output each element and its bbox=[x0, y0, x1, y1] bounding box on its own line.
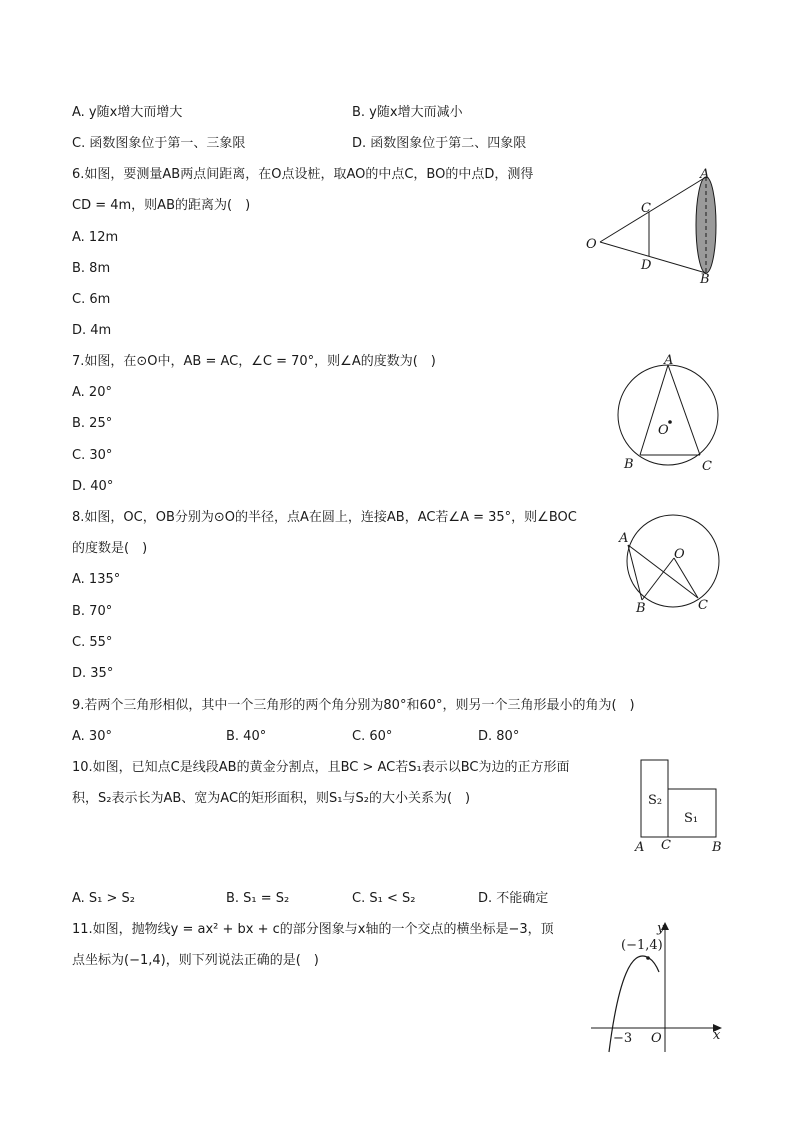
q8-label-a: A bbox=[619, 531, 629, 546]
q8-option-d: D. 35° bbox=[72, 666, 114, 681]
q7-option-c: C. 30° bbox=[72, 448, 113, 463]
q10-option-a: A. S₁ > S₂ bbox=[72, 891, 136, 906]
q10-stem-line2: 积，S₂表示长为AB、宽为AC的矩形面积，则S₁与S₂的大小关系为( ) bbox=[72, 791, 471, 806]
q10-option-d: D. 不能确定 bbox=[478, 891, 549, 906]
q9-stem: 9.若两个三角形相似，其中一个三角形的两个角分别为80°和60°，则另一个三角形最小的角为( ) bbox=[72, 698, 635, 713]
q8-line-ob bbox=[642, 558, 674, 600]
q7-stem: 7.如图，在⊙O中，AB = AC，∠C = 70°，则∠A的度数为( ) bbox=[72, 354, 436, 369]
q7-line-ab bbox=[640, 365, 668, 455]
q6-option-c: C. 6m bbox=[72, 292, 111, 307]
q7-center-dot bbox=[668, 420, 672, 424]
q10-option-c: C. S₁ < S₂ bbox=[352, 891, 416, 906]
q10-label-s1: S₁ bbox=[684, 811, 699, 826]
q7-label-b: B bbox=[624, 457, 634, 472]
q6-option-d: D. 4m bbox=[72, 323, 112, 338]
q10-stem-line1: 10.如图，已知点C是线段AB的黄金分割点，且BC > AC若S₁表示以BC为边的正方形面 bbox=[72, 760, 570, 775]
q6-figure bbox=[580, 162, 730, 292]
q7-option-d: D. 40° bbox=[72, 479, 114, 494]
q8-option-a: A. 135° bbox=[72, 572, 121, 587]
q6-line-oa bbox=[600, 177, 706, 242]
q11-label-y: y bbox=[657, 921, 665, 936]
q10-label-a: A bbox=[635, 840, 645, 855]
q6-label-c: C bbox=[641, 201, 651, 216]
q8-option-c: C. 55° bbox=[72, 635, 113, 650]
q10-figure bbox=[630, 756, 730, 856]
q6-stem-line2: CD = 4m，则AB的距离为( ) bbox=[72, 198, 251, 213]
q7-line-ac bbox=[668, 365, 700, 455]
q9-option-c: C. 60° bbox=[352, 729, 393, 744]
q5-option-a: A. y随x增大而增大 bbox=[72, 105, 183, 120]
q11-label-o: O bbox=[651, 1031, 662, 1046]
q5-option-c: C. 函数图象位于第一、三象限 bbox=[72, 136, 246, 151]
q8-stem-line1: 8.如图，OC，OB分别为⊙O的半径，点A在圆上，连接AB，AC若∠A = 35°，则∠BOC bbox=[72, 510, 577, 525]
q8-label-c: C bbox=[698, 598, 708, 613]
q7-label-o: O bbox=[658, 423, 669, 438]
q11-stem-line2: 点坐标为(−1,4)，则下列说法正确的是( ) bbox=[72, 953, 319, 968]
q6-option-a: A. 12m bbox=[72, 230, 119, 245]
q11-vertex-dot bbox=[646, 956, 650, 960]
q6-option-b: B. 8m bbox=[72, 261, 111, 276]
q11-label-root: −3 bbox=[613, 1031, 633, 1046]
q6-line-ob bbox=[600, 242, 706, 273]
q8-circle bbox=[627, 515, 719, 607]
q8-line-ac bbox=[628, 545, 698, 598]
q6-label-a: A bbox=[700, 167, 710, 182]
q8-option-b: B. 70° bbox=[72, 604, 113, 619]
q8-figure bbox=[612, 508, 732, 618]
q5-option-d: D. 函数图象位于第二、四象限 bbox=[352, 136, 527, 151]
q10-label-c: C bbox=[661, 838, 671, 853]
q8-label-o: O bbox=[674, 547, 685, 562]
q10-label-b: B bbox=[712, 840, 722, 855]
q11-stem-line1: 11.如图，抛物线y = ax² + bx + c的部分图象与x轴的一个交点的横坐标是−3，顶 bbox=[72, 922, 554, 937]
q11-figure bbox=[585, 918, 730, 1058]
q7-label-c: C bbox=[702, 459, 712, 474]
q6-label-b: B bbox=[700, 272, 710, 287]
q7-option-a: A. 20° bbox=[72, 385, 112, 400]
q10-option-b: B. S₁ = S₂ bbox=[226, 891, 290, 906]
q11-label-vertex: (−1,4) bbox=[621, 938, 663, 953]
q6-stem-line1: 6.如图，要测量AB两点间距离，在O点设桩，取AO的中点C，BO的中点D，测得 bbox=[72, 167, 534, 182]
q6-label-d: D bbox=[641, 258, 652, 273]
q5-option-b: B. y随x增大而减小 bbox=[352, 105, 463, 120]
q9-option-a: A. 30° bbox=[72, 729, 112, 744]
q7-circle bbox=[618, 365, 718, 465]
q6-label-o: O bbox=[586, 237, 597, 252]
q9-option-b: B. 40° bbox=[226, 729, 267, 744]
q8-stem-line2: 的度数是( ) bbox=[72, 541, 148, 556]
q8-line-oc bbox=[674, 558, 698, 598]
q7-option-b: B. 25° bbox=[72, 416, 113, 431]
q8-label-b: B bbox=[636, 601, 646, 616]
q10-label-s2: S₂ bbox=[648, 793, 663, 808]
q11-label-x: x bbox=[713, 1028, 721, 1043]
q9-option-d: D. 80° bbox=[478, 729, 520, 744]
q8-line-ab bbox=[628, 545, 642, 600]
q7-label-a: A bbox=[664, 354, 674, 368]
q7-figure bbox=[610, 354, 730, 476]
